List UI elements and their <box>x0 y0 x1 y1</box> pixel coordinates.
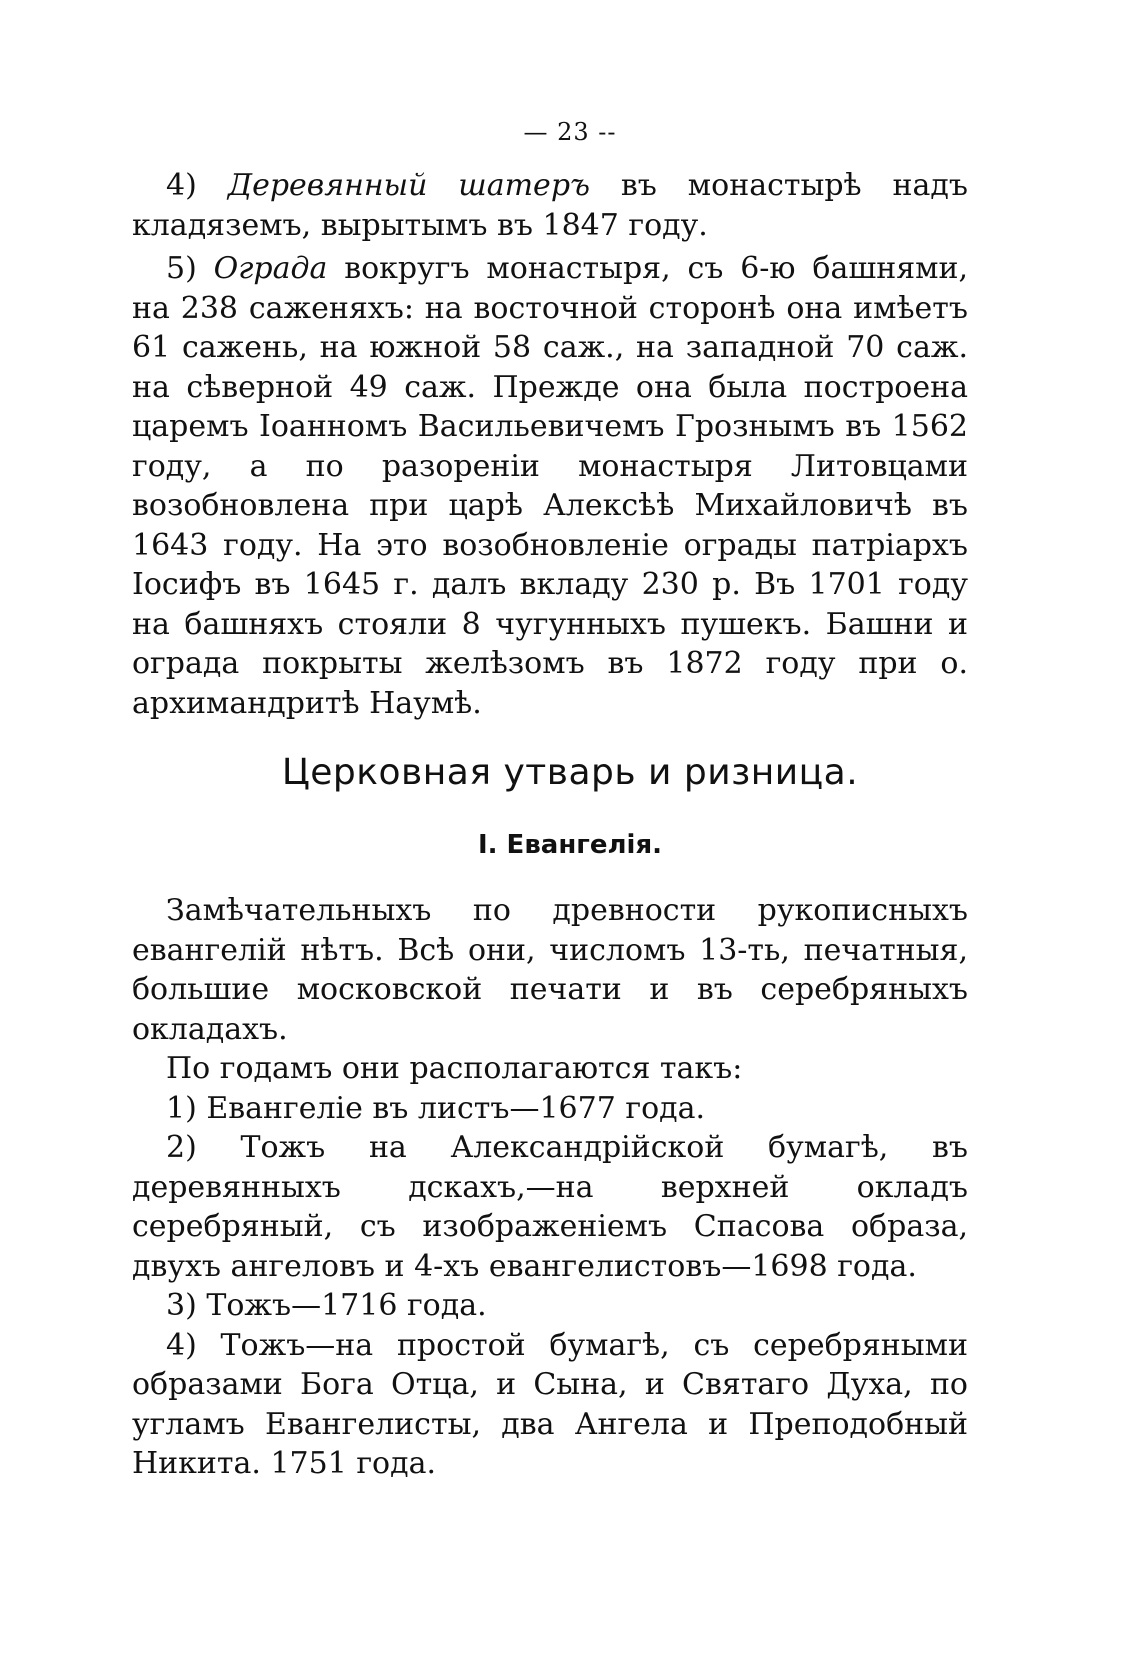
list-item-3: 3) Тожъ—1716 года. <box>166 1288 487 1323</box>
paragraph-body: вокругъ монастыря, съ 6-ю башнями, на 238 саженяхъ: на восточной сторонѣ она имѣетъ 61 сажень, на южной 58 саж., на западной 70 саж. на сѣверной 49 саж. Прежде она была построена царемъ Іоанномъ Васильевичемъ Грознымъ въ 1562 году, а по разореніи монастыря Литовцами возобновлена при царѣ Алексѣѣ Михайловичѣ въ 1643 году. На это возобновленіе ограды патріархъ Іосифъ въ 1645 г. далъ вкладу 230 р. Въ 1701 году на башняхъ стояли 8 чугунныхъ пушекъ. Башни и ограда покрыты желѣзомъ въ 1872 году при о. архимандритѣ Наумѣ. <box>132 251 969 721</box>
paragraph-lead: 5) <box>166 251 214 286</box>
paragraph-italic-term: Деревянный шатеръ <box>227 168 591 203</box>
paragraph-fence <box>132 249 968 723</box>
paragraph-intro: Замѣчательныхъ по древности рукописныхъ евангелій нѣтъ. Всѣ они, числомъ 13-ть, печатныя, большие московской печати и въ серебряныхъ окладахъ. <box>132 893 968 1047</box>
text-block-top <box>132 166 968 723</box>
paragraph-wooden-tent <box>132 166 968 245</box>
subsection-title: I. Евангелія. <box>477 830 663 860</box>
list-item-2: 2) Тожъ на Александрійской бумагѣ, въ деревянныхъ дскахъ,—на верхней окладъ серебряный, съ изображеніемъ Спасова образа, двухъ ангеловъ и 4-хъ евангелистовъ—1698 года. <box>132 1130 968 1284</box>
paragraph-lead: 4) <box>166 168 228 203</box>
page-number: — 23 -- <box>523 118 617 146</box>
list-item-4: 4) Тожъ—на простой бумагѣ, съ серебряными образами Бога Отца, и Сына, и Святаго Духа, по угламъ Евангелисты, два Ангела и Преподобный Никита. 1751 года. <box>132 1327 968 1481</box>
section-title: Церковная утварь и ризница. <box>281 752 859 793</box>
paragraph-order: По годамъ они располагаются такъ: <box>166 1051 743 1086</box>
list-item-1: 1) Евангеліе въ листъ—1677 года. <box>166 1090 706 1126</box>
paragraph-italic-term: Ограда <box>213 251 328 286</box>
text-block-bottom <box>132 891 968 1484</box>
paragraph-body: въ монастырѣ надъ кладяземъ, вырытымъ въ 1847 году. <box>132 168 968 243</box>
